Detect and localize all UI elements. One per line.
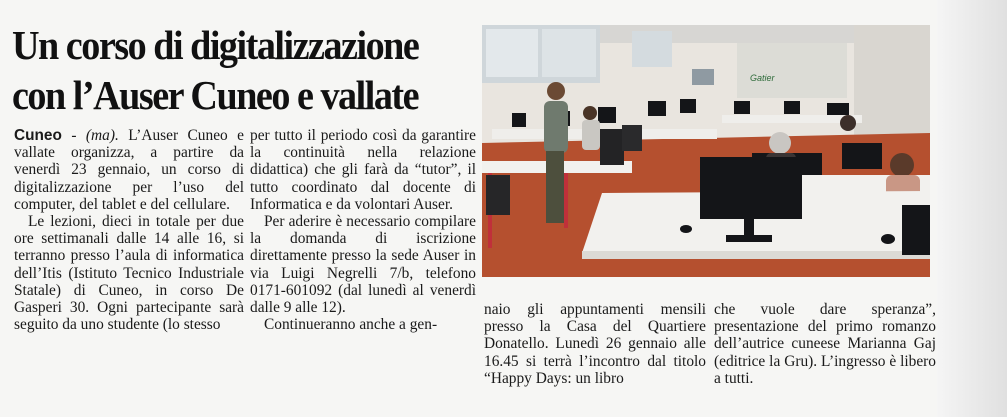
headline-line-1: Un corso di digitalizzazione bbox=[12, 22, 419, 68]
photo-wall-sign: Gatier bbox=[750, 73, 775, 83]
paragraph: che vuole dare speranza”, presentazione del primo romanzo dell’autrice cuneese Marianna Gaj (editrice la Gru). L’ingresso è libero a tutti. bbox=[714, 301, 936, 387]
paragraph: Le lezioni, dieci in totale per due ore settimanali dalle 14 alle 16, si terranno presso l’aula di informatica dell’Itis (Istituto Tecnico Industriale Statale) di Cuneo, in corso De Gasperi 30. Ogni partecipante sarà seguito da uno studente (lo stesso bbox=[14, 213, 244, 334]
paragraph: Continueranno anche a gen- bbox=[264, 316, 438, 334]
lead-paragraph bbox=[14, 127, 244, 213]
dateline: Cuneo bbox=[14, 127, 62, 144]
paragraph: naio gli appuntamenti mensili presso la Casa del Quartiere Donatello. Lunedì 26 gennaio alle 16.45 si terrà l’incontro dal titolo “Happy Days: un libro bbox=[484, 301, 706, 387]
lead-text: L’Auser Cuneo e vallate organizza, a partire da venerdì 23 gennaio, un corso di digitalizzazione per l’uso del computer, del tablet e del cellulare. bbox=[14, 127, 244, 213]
page-edge-shadow bbox=[937, 0, 1007, 417]
photo-wall-screen bbox=[692, 69, 714, 85]
photo-wall-panel bbox=[737, 43, 847, 98]
photo-pillar bbox=[854, 25, 930, 137]
photo-window-pane bbox=[542, 29, 596, 77]
article-column-1 bbox=[14, 127, 244, 333]
paragraph: Per aderire è necessario compilare la domanda di iscrizione direttamente presso la sede Auser in via Luigi Negrelli 7/b, telefono 0171-601092 (dal lunedì al venerdì dalle 9 alle 12). bbox=[250, 213, 476, 317]
photo-window-pane bbox=[486, 29, 538, 77]
article-column-3 bbox=[484, 301, 706, 387]
photo-window-back bbox=[632, 31, 672, 67]
classroom-photo bbox=[482, 25, 930, 277]
article-column-4 bbox=[714, 301, 936, 387]
byline: - (ma). bbox=[61, 127, 119, 144]
article-column-2 bbox=[250, 127, 476, 333]
paragraph: per tutto il periodo così da garantire la continuità nella relazione didattica) che gli farà da “tutor”, il tutto coordinato dal docente di Informatica e da volontari Auser. bbox=[250, 127, 476, 213]
article-headline bbox=[12, 20, 440, 120]
headline-line-2: con l’Auser Cuneo e vallate bbox=[12, 72, 419, 118]
